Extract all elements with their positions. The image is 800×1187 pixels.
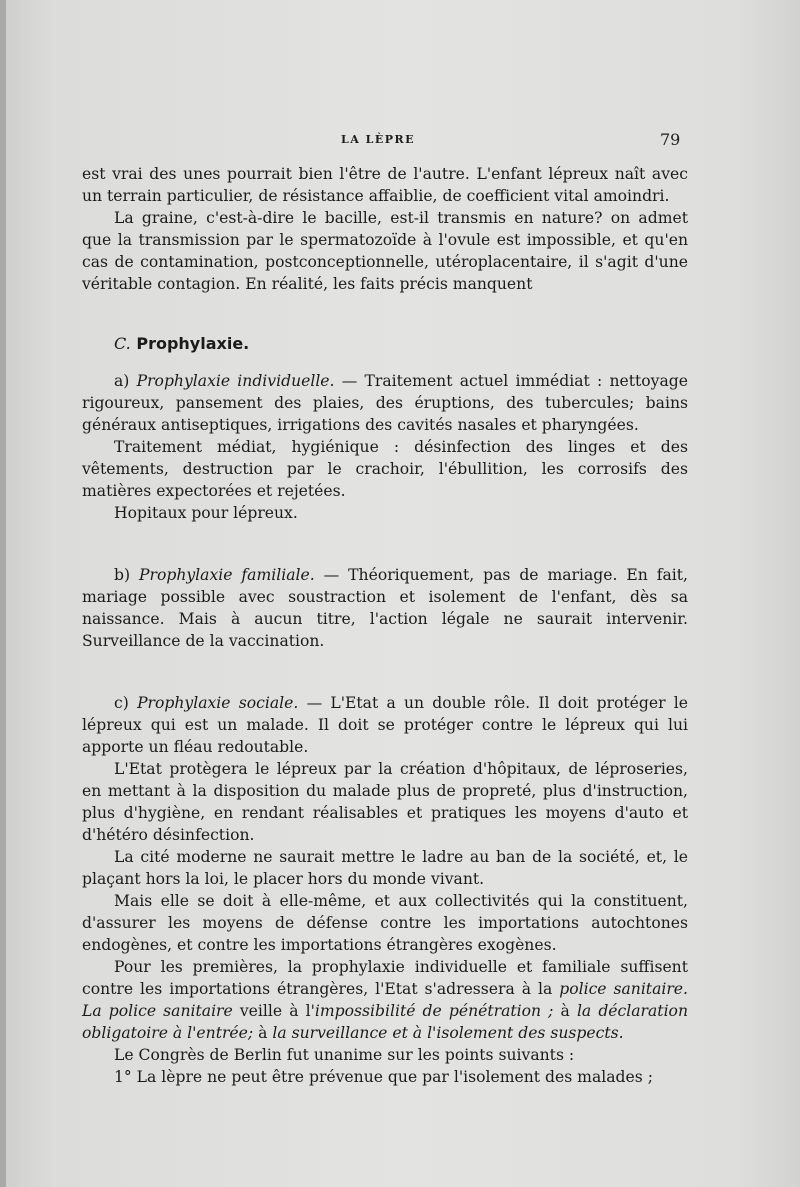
page-body: [82, 163, 688, 1088]
item-title: Prophylaxie familiale.: [139, 566, 315, 584]
page-number: 79: [660, 130, 681, 149]
item-text: — Traitement actuel immédiat : nettoyage rigoureux, pansement des plaies, des éruptions, des tubercules; bains généraux antiseptiques, irrigations des cavités nasales et pharyngées.: [82, 372, 688, 434]
item-marker: a): [114, 372, 130, 390]
paragraph-moyens-defense: Mais elle se doit à elle-même, et aux collectivités qui la constituent, d'assurer les moyens de défense contre les importations autochtones endogènes, et contre les importations étrangères exogènes.: [82, 892, 688, 954]
paragraph-continuation: est vrai des unes pourrait bien l'être de l'autre. L'enfant lépreux naît avec un terrain particulier, de résistance affaiblie, de coefficient vital amoindri.: [82, 165, 688, 205]
paragraph-prophylaxie-sociale: [82, 692, 688, 758]
emphasis-impossibilite: impossibilité de pénétration ;: [314, 1002, 554, 1020]
emphasis-police-sanitaire: police sanitaire.: [559, 980, 688, 998]
item-marker: b): [114, 566, 131, 584]
text-run: à: [253, 1024, 273, 1042]
book-page: [6, 0, 800, 1187]
section-heading-prophylaxie: [82, 333, 688, 355]
paragraph-prophylaxie-familiale: [82, 564, 688, 652]
text-run: Pour les premières, la prophylaxie individuelle et familiale suffisent contre les importations étrangères, l'Etat s'adressera à la: [82, 958, 688, 998]
item-title: Prophylaxie individuelle.: [136, 372, 335, 390]
emphasis-surveillance: la surveillance et à l'isolement des suspects.: [272, 1024, 624, 1042]
section-title: Prophylaxie.: [136, 334, 250, 353]
emphasis-declaration: la déclaration obligatoire à l'entrée;: [82, 1002, 688, 1042]
section-letter: C.: [114, 334, 131, 353]
text-run: veille à l': [232, 1002, 315, 1020]
paragraph-etat-protegera: L'Etat protègera le lépreux par la création d'hôpitaux, de léproseries, en mettant à la disposition du malade plus de propreté, plus d'instruction, plus d'hygiène, en rendant réalisables et pratiques les moyens d'auto et d'hétéro désinfection.: [82, 760, 688, 844]
item-text: — L'Etat a un double rôle. Il doit protéger le lépreux qui est un malade. Il doit se protéger contre le lépreux qui lui apporte un fléau redoutable.: [82, 694, 688, 756]
paragraph-congres-berlin: Le Congrès de Berlin fut unanime sur les points suivants :: [114, 1046, 575, 1064]
paragraph-traitement-mediat: Traitement médiat, hygiénique : désinfection des linges et des vêtements, destruction par le crachoir, l'ébullition, les corrosifs des matières expectorées et rejetées.: [82, 438, 688, 500]
paragraph-prophylaxie-individuelle: [82, 370, 688, 436]
paragraph-hopitaux: Hopitaux pour lépreux.: [114, 504, 298, 522]
text-run: à: [553, 1002, 577, 1020]
running-title: LA LÈPRE: [341, 133, 416, 146]
paragraph-police-sanitaire: [82, 956, 688, 1044]
item-text: — Théoriquement, pas de mariage. En fait, mariage possible avec soustraction et isolement de l'enfant, dès sa naissance. Mais à aucun titre, l'action légale ne saurait intervenir. Surveillance de la vaccination.: [82, 566, 688, 650]
paragraph-point-1: 1° La lèpre ne peut être prévenue que par l'isolement des malades ;: [114, 1068, 653, 1086]
paragraph-cite-moderne: La cité moderne ne saurait mettre le ladre au ban de la société, et, le plaçant hors la loi, le placer hors du monde vivant.: [82, 848, 688, 888]
running-head: [6, 130, 800, 153]
emphasis-police-sanitaire-2: La police sanitaire: [82, 1002, 233, 1020]
paragraph-transmission: La graine, c'est-à-dire le bacille, est-il transmis en nature? on admet que la transmission par le spermatozoïde à l'ovule est impossible, et qu'en cas de contamination, postconceptionnelle, utéroplacentaire, il s'agit d'une véritable contagion. En réalité, les faits précis manquent: [82, 209, 688, 293]
item-title: Prophylaxie sociale.: [137, 694, 299, 712]
item-marker: c): [114, 694, 129, 712]
